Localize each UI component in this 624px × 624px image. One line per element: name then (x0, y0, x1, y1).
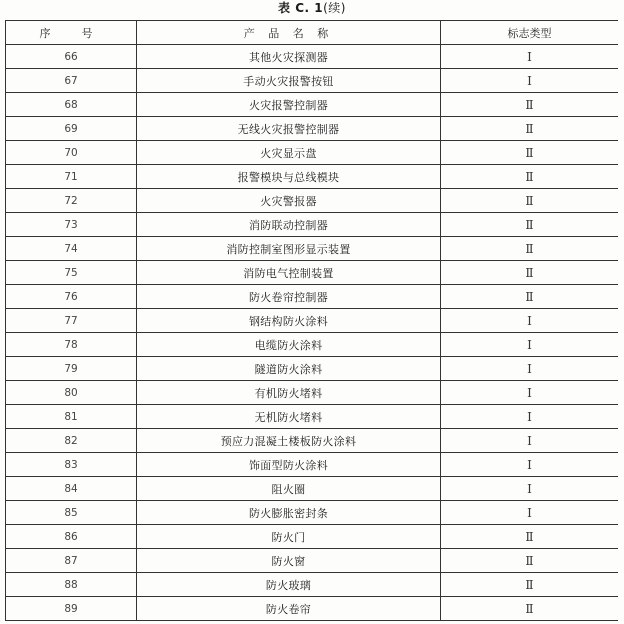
mark-type: Ⅰ (441, 405, 619, 429)
row-number: 88 (6, 573, 137, 597)
product-name: 火灾显示盘 (137, 141, 441, 165)
product-name: 消防联动控制器 (137, 213, 441, 237)
row-number: 68 (6, 93, 137, 117)
product-name: 钢结构防火涂料 (137, 309, 441, 333)
mark-type: Ⅰ (441, 69, 619, 93)
table-row (6, 309, 619, 333)
row-number: 89 (6, 597, 137, 621)
table-row (6, 525, 619, 549)
row-number: 80 (6, 381, 137, 405)
product-name: 手动火灾报警按钮 (137, 69, 441, 93)
product-name: 电缆防火涂料 (137, 333, 441, 357)
product-name: 消防控制室图形显示装置 (137, 237, 441, 261)
table-row (6, 189, 619, 213)
row-number: 71 (6, 165, 137, 189)
product-name: 其他火灾探测器 (137, 45, 441, 69)
header-name: 产 品 名 称 (137, 21, 441, 45)
product-name: 阻火圈 (137, 477, 441, 501)
product-name: 无线火灾报警控制器 (137, 117, 441, 141)
table-row (6, 477, 619, 501)
product-name: 消防电气控制装置 (137, 261, 441, 285)
mark-type: Ⅰ (441, 501, 619, 525)
mark-type: Ⅱ (441, 141, 619, 165)
row-number: 76 (6, 285, 137, 309)
product-name: 火灾警报器 (137, 189, 441, 213)
product-name: 有机防火堵料 (137, 381, 441, 405)
row-number: 81 (6, 405, 137, 429)
product-name: 防火门 (137, 525, 441, 549)
table-row (6, 45, 619, 69)
table-row (6, 285, 619, 309)
table-row (6, 165, 619, 189)
product-name: 饰面型防火涂料 (137, 453, 441, 477)
table-caption-note: (续) (323, 1, 346, 15)
mark-type: Ⅱ (441, 93, 619, 117)
mark-type: Ⅱ (441, 573, 619, 597)
table-row (6, 69, 619, 93)
row-number: 66 (6, 45, 137, 69)
header-no: 序 号 (6, 21, 137, 45)
table-row (6, 453, 619, 477)
mark-type: Ⅰ (441, 357, 619, 381)
mark-type: Ⅰ (441, 45, 619, 69)
mark-type: Ⅰ (441, 309, 619, 333)
mark-type: Ⅰ (441, 477, 619, 501)
mark-type: Ⅱ (441, 285, 619, 309)
product-name: 报警模块与总线模块 (137, 165, 441, 189)
table-header-row (6, 21, 619, 45)
mark-type: Ⅱ (441, 165, 619, 189)
table-row (6, 117, 619, 141)
table-caption-title: 表 C. 1 (278, 1, 324, 15)
table-caption (0, 1, 624, 15)
mark-type: Ⅰ (441, 333, 619, 357)
table-row (6, 141, 619, 165)
table-row (6, 213, 619, 237)
table-row (6, 429, 619, 453)
table-row (6, 237, 619, 261)
table-row (6, 405, 619, 429)
table-row (6, 573, 619, 597)
row-number: 84 (6, 477, 137, 501)
header-type: 标志类型 (441, 21, 619, 45)
mark-type: Ⅱ (441, 213, 619, 237)
table-row (6, 333, 619, 357)
mark-type: Ⅱ (441, 237, 619, 261)
mark-type: Ⅰ (441, 453, 619, 477)
row-number: 74 (6, 237, 137, 261)
row-number: 78 (6, 333, 137, 357)
mark-type: Ⅱ (441, 117, 619, 141)
product-name: 防火窗 (137, 549, 441, 573)
mark-type: Ⅰ (441, 381, 619, 405)
mark-type: Ⅰ (441, 429, 619, 453)
mark-type: Ⅱ (441, 261, 619, 285)
row-number: 67 (6, 69, 137, 93)
row-number: 73 (6, 213, 137, 237)
product-table (5, 20, 618, 621)
mark-type: Ⅱ (441, 525, 619, 549)
row-number: 77 (6, 309, 137, 333)
row-number: 69 (6, 117, 137, 141)
table-row (6, 381, 619, 405)
row-number: 79 (6, 357, 137, 381)
table-body (6, 45, 619, 621)
product-name: 防火玻璃 (137, 573, 441, 597)
product-name: 防火卷帘 (137, 597, 441, 621)
table-row (6, 549, 619, 573)
row-number: 83 (6, 453, 137, 477)
row-number: 82 (6, 429, 137, 453)
table-row (6, 261, 619, 285)
product-name: 火灾报警控制器 (137, 93, 441, 117)
row-number: 72 (6, 189, 137, 213)
product-name: 无机防火堵料 (137, 405, 441, 429)
table-container (5, 20, 618, 624)
row-number: 75 (6, 261, 137, 285)
product-name: 隧道防火涂料 (137, 357, 441, 381)
table-row (6, 93, 619, 117)
mark-type: Ⅱ (441, 189, 619, 213)
product-name: 防火膨胀密封条 (137, 501, 441, 525)
table-row (6, 597, 619, 621)
table-row (6, 501, 619, 525)
mark-type: Ⅱ (441, 549, 619, 573)
row-number: 70 (6, 141, 137, 165)
product-name: 预应力混凝土楼板防火涂料 (137, 429, 441, 453)
table-row (6, 357, 619, 381)
row-number: 86 (6, 525, 137, 549)
row-number: 85 (6, 501, 137, 525)
product-name: 防火卷帘控制器 (137, 285, 441, 309)
mark-type: Ⅱ (441, 597, 619, 621)
row-number: 87 (6, 549, 137, 573)
